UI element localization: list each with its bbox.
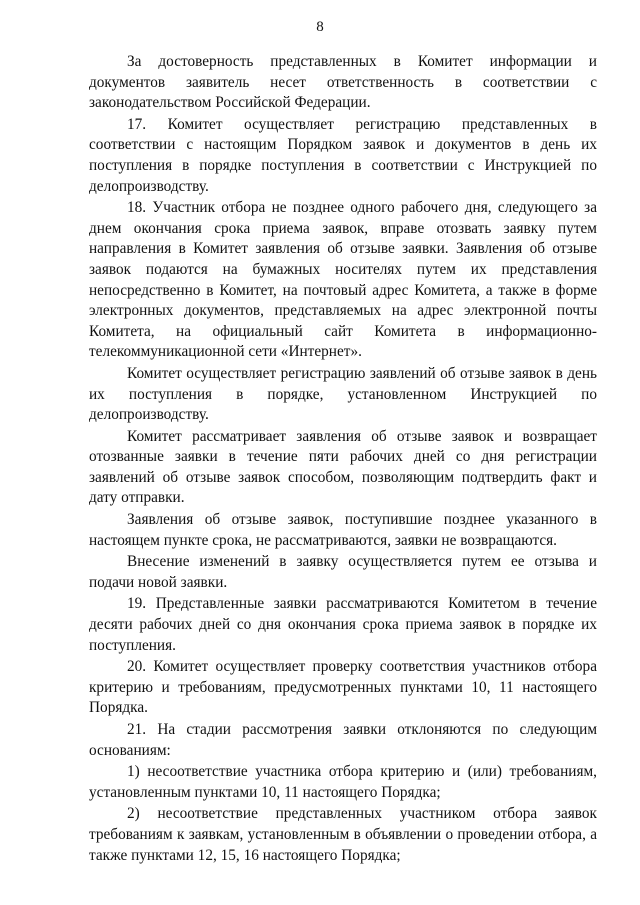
paragraph-18-registration: Комитет осуществляет регистрацию заявлений об отзыве заявок в день их поступления в порядке, установленном Инструкцией по делопроизводству. — [89, 364, 597, 424]
paragraph-18-changes: Внесение изменений в заявку осуществляется путем ее отзыва и подачи новой заявки. — [89, 553, 597, 591]
page-number: 8 — [316, 19, 324, 35]
paragraph-18-late: Заявления об отзыве заявок, поступившие позднее указанного в настоящем пункте срока, не рассматриваются, заявки не возвращаются. — [89, 511, 597, 549]
paragraph-20: 20. Комитет осуществляет проверку соответствия участников отбора критерию и требованиям, предусмотренных пунктами 10, 11 настоящего Порядка. — [89, 658, 597, 717]
paragraph-21-item-2: 2) несоответствие представленных участником отбора заявок требованиям к заявкам, установленным в объявлении о проведении отбора, а также пунктами 12, 15, 16 настоящего Порядка; — [89, 805, 597, 864]
paragraph-19: 19. Представленные заявки рассматриваются Комитетом в течение десяти рабочих дней со дня окончания срока приема заявок в порядке их поступления. — [89, 595, 597, 654]
paragraph-21-item-1: 1) несоответствие участника отбора критерию и (или) требованиям, установленным пунктами 10, 11 настоящего Порядка; — [89, 763, 597, 801]
paragraph-17: 17. Комитет осуществляет регистрацию представленных в соответствии с настоящим Порядком заявок и документов в день их поступления в порядке поступления в соответствии с Инструкцией по делопроизводству. — [89, 115, 597, 195]
paragraph-reliability: За достоверность представленных в Комитет информации и документов заявитель несет ответственность в соответствии с законодательством Российской Федерации. — [89, 53, 597, 112]
paragraph-21: 21. На стадии рассмотрения заявки отклоняются по следующим основаниям: — [89, 721, 597, 759]
document-body — [89, 52, 597, 867]
paragraph-18: 18. Участник отбора не позднее одного рабочего дня, следующего за днем окончания срока приема заявок, вправе отозвать заявку путем направления в Комитет заявления об отзыве заявки. Заявления об отзыве заявок подаются на бумажных носителях путем их представления непосредственно в Комитет, на почтовый адрес Комитета, а также в форме электронных документов, представляемых на адрес электронной почты Комитета, на официальный сайт Комитета в информационно-телекоммуникационной сети «Интернет». — [89, 199, 597, 361]
paragraph-18-review: Комитет рассматривает заявления об отзыве заявок и возвращает отозванные заявки в течение пяти рабочих дней со дня регистрации заявлений об отзыве заявок способом, позволяющим подтвердить факт и дату отправки. — [89, 427, 597, 507]
